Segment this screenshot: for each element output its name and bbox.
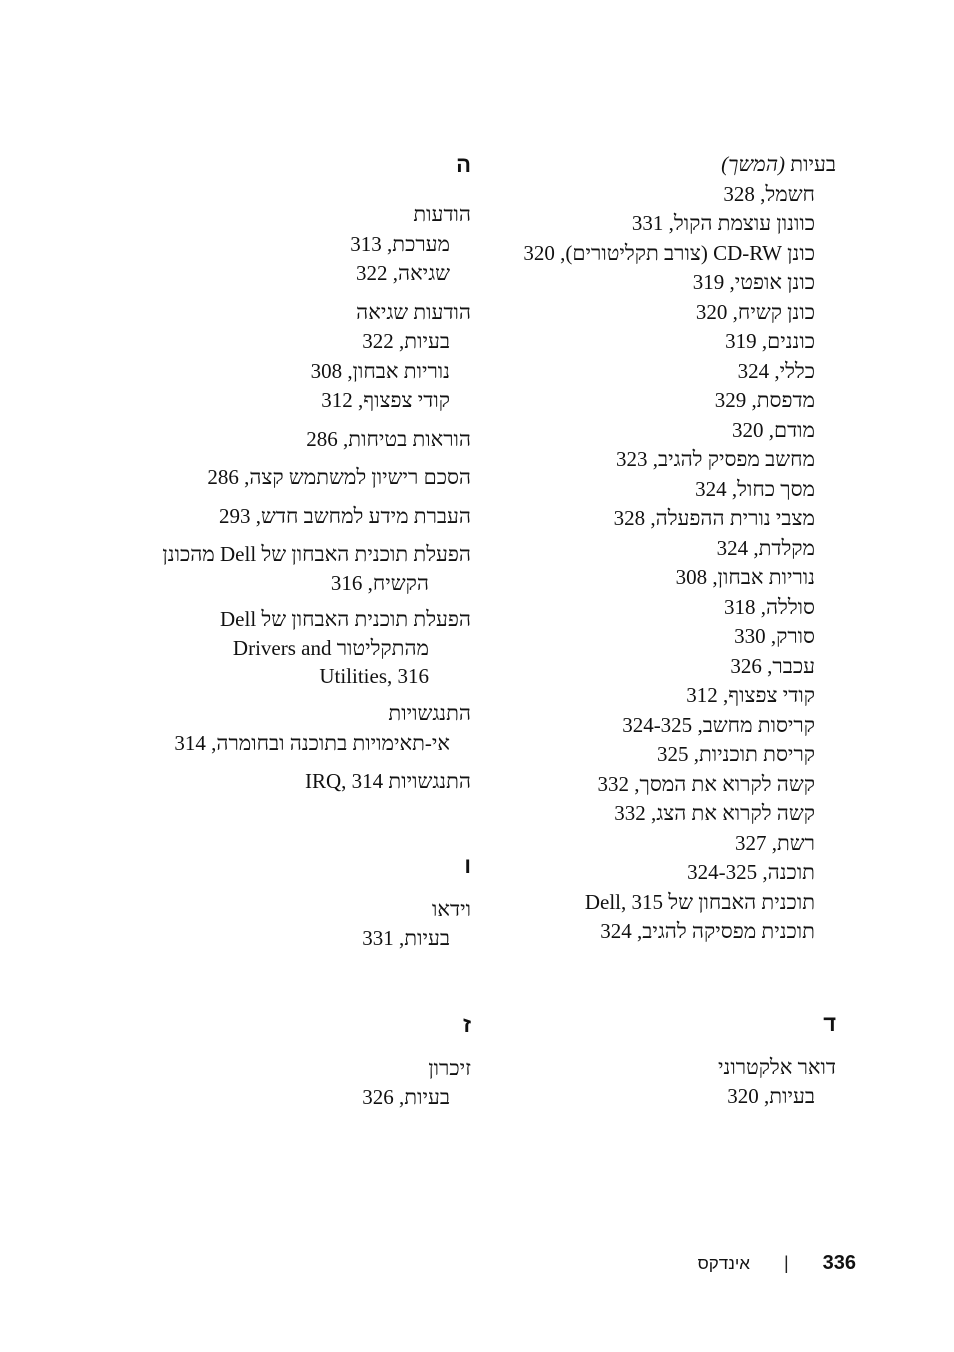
- entry-notices: הודעות: [413, 202, 471, 226]
- sub-entry: קשה לקרוא את הצג, 332: [614, 801, 815, 825]
- sub-entry: כללי, 324: [737, 358, 815, 383]
- sub-entry: מסך כחול, 324: [695, 476, 815, 501]
- sub-entry: תוכנית מפסיקה להגיב, 324: [600, 919, 815, 943]
- section-letter-dalet: ד: [823, 1010, 836, 1036]
- section-title: אינדקס: [697, 1253, 750, 1273]
- section-letter-he: ה: [456, 152, 471, 177]
- index-column-left: [111, 150, 471, 1113]
- entry-diag-hd: הפעלת תוכנית האבחון של Dell מהכונן: [162, 542, 471, 566]
- sub-entry: נוריות אבחון, 308: [310, 358, 450, 383]
- entry-video: וידאו: [432, 896, 471, 921]
- entry-eula: הסכם רישיון למשתמש קצה, 286: [207, 465, 471, 489]
- sub-entry: כונן CD-RW (צורב תקליטורים), 320: [523, 240, 815, 265]
- index-column-right: [496, 150, 836, 1112]
- sub-entry: מקלדת, 324: [716, 535, 815, 560]
- continued-label: (המשך): [721, 152, 786, 176]
- sub-entry: בעיות, 331: [362, 926, 450, 950]
- entry-error-messages: הודעות שגיאה: [356, 299, 471, 324]
- entry-problems: בעיות (המשך): [721, 152, 836, 176]
- footer-separator: |: [783, 1253, 789, 1273]
- sub-entry: נוריות אבחון, 308: [675, 565, 815, 589]
- section-letter-vav: ו: [464, 852, 471, 878]
- sub-entry: תוכנה, 324-325: [687, 860, 815, 884]
- sub-entry: קודי צפצוף, 312: [321, 388, 450, 412]
- sub-entry: סוללה, 318: [723, 594, 815, 619]
- entry-diag-hd-cont: הקשיח, 316: [330, 570, 429, 595]
- entry-safety: הוראות בטיחות, 286: [306, 426, 471, 451]
- sub-entry: כונן אופטי, 319: [692, 270, 815, 294]
- entry-diag-media: הפעלת תוכנית האבחון של Dell: [220, 606, 471, 631]
- sub-entry: שגיאה, 322: [356, 261, 450, 285]
- sub-entry: סורק, 330: [734, 624, 815, 648]
- page-footer: [698, 1252, 856, 1275]
- entry-conflicts: התנגשויות: [388, 701, 471, 725]
- sub-entry: קודי צפצוף, 312: [686, 683, 815, 707]
- entry-diag-media-cont: Utilities, 316: [319, 664, 429, 688]
- sub-entry: מדפסת, 329: [714, 388, 815, 412]
- sub-entry: כונן קשיח, 320: [695, 299, 815, 324]
- sub-entry: קריסת תוכניות, 325: [656, 742, 815, 766]
- entry-irq-conflicts: התנגשויות IRQ, 314: [305, 769, 471, 793]
- sub-entry: מודם, 320: [731, 417, 815, 442]
- sub-entry: מצבי נורית ההפעלה, 328: [613, 506, 815, 530]
- sub-entry: בעיות, 326: [362, 1085, 450, 1109]
- entry-email: דואר אלקטרוני: [717, 1054, 836, 1079]
- sub-entry: רשת, 327: [735, 830, 815, 855]
- entry-diag-media-cont: מהתקליטור Drivers and: [232, 636, 429, 660]
- entry-transfer: העברת מידע למחשב חדש, 293: [219, 503, 471, 528]
- sub-entry: בעיות, 320: [727, 1084, 815, 1108]
- entry-memory: זיכרון: [428, 1055, 471, 1080]
- sub-entry: קשה לקרוא את המסך, 332: [597, 771, 815, 796]
- section-letter-zayin: ז: [462, 1011, 471, 1037]
- sub-entry: מחשב מפסיק להגיב, 323: [616, 447, 815, 471]
- sub-entry: כוונון עוצמת הקול, 331: [631, 211, 815, 235]
- sub-entry: בעיות, 322: [362, 329, 450, 353]
- sub-entry: עכבר, 326: [730, 653, 815, 678]
- sub-entry: אי-תאימויות בתוכנה ובחומרה, 314: [174, 730, 450, 755]
- page-number: 336: [822, 1252, 856, 1274]
- sub-entry: תוכנית האבחון של Dell, 315: [584, 889, 815, 914]
- sub-entry: מערכת, 313: [350, 231, 450, 256]
- sub-entry: כוננים, 319: [725, 329, 815, 353]
- sub-entry: חשמל, 328: [723, 181, 815, 206]
- sub-entry: קריסות מחשב, 324-325: [622, 712, 815, 737]
